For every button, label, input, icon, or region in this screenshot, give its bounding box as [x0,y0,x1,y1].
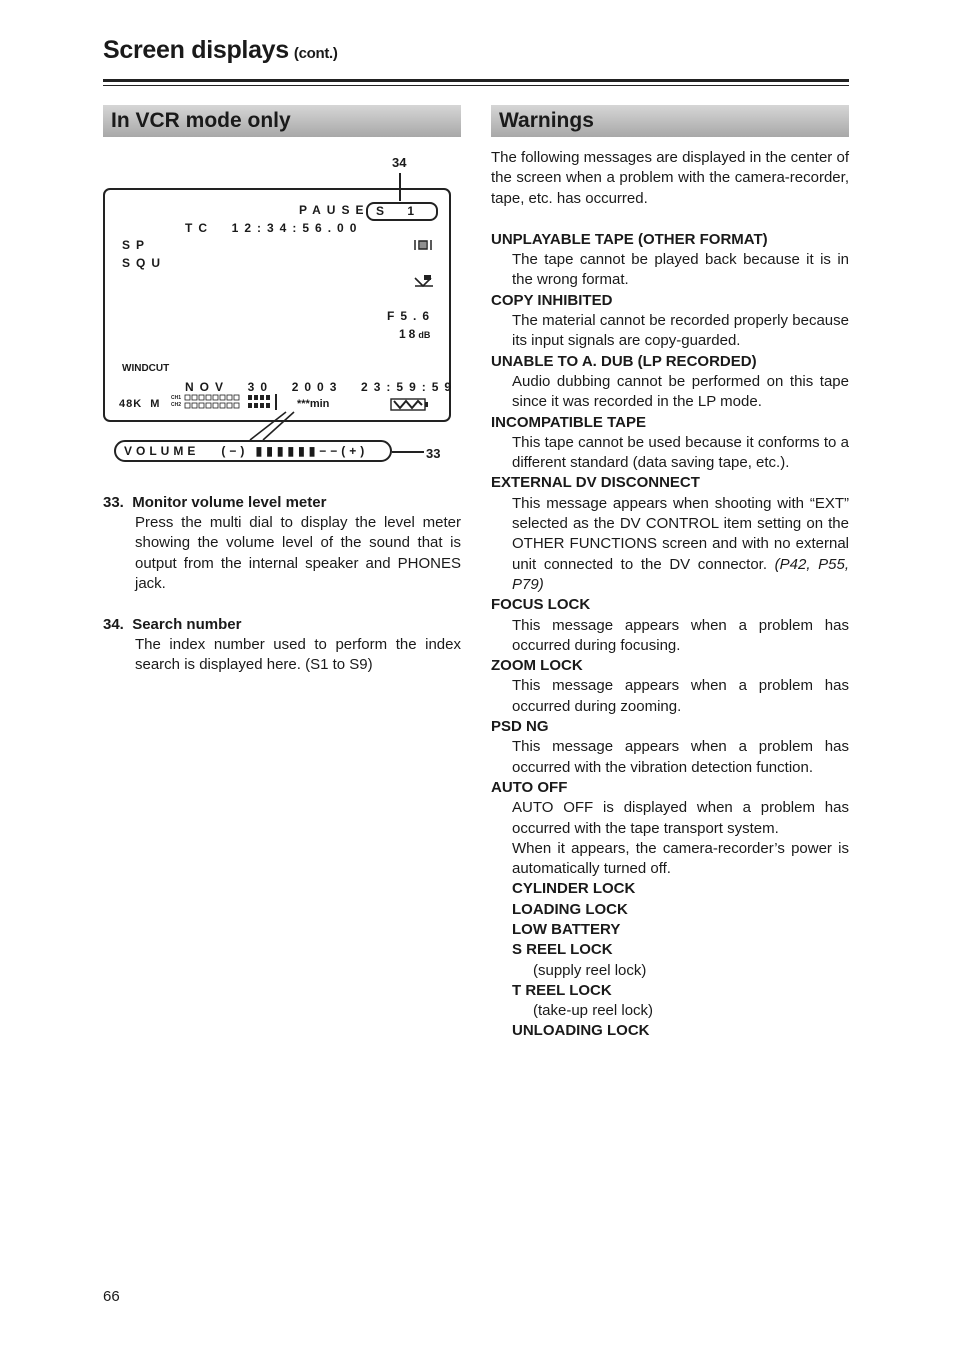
callout-33: 33 [426,446,441,461]
osd-timecode: TC 12:34:56.00 [185,221,363,235]
auto-off-item-note: (supply reel lock) [533,961,647,979]
warning-text-continued: When it appears, the camera-recorder’s power is automatically turned off. [512,839,849,878]
callout-34: 34 [392,155,407,170]
osd-remaining-time: ***min [297,398,330,410]
warning-title: INCOMPATIBLE TAPE [491,413,646,431]
stabilizer-icon [413,238,433,252]
monitor-screen-diagram [103,188,458,422]
white-balance-icon [413,274,435,288]
warning-title: AUTO OFF [491,778,568,796]
warning-text: Audio dubbing cannot be performed on this tape since it was recorded in the LP mode. [512,372,849,411]
osd-windcut: WINDCUT [122,363,170,374]
item-33-number: 33. [103,494,124,511]
osd-ch1: CH1 [171,395,182,401]
item-34-heading [103,615,461,635]
section-heading-vcr-mode: In VCR mode only [103,105,461,137]
item-33-heading [103,493,461,513]
warning-title: UNPLAYABLE TAPE (OTHER FORMAT) [491,230,768,248]
item-33 [103,493,461,594]
item-34 [103,615,461,676]
osd-date-time: NOV 30 2003 23:59:59 [185,380,458,394]
osd-sp: SP [122,238,151,252]
warnings-content [491,148,849,1042]
search-number-box [366,202,438,221]
warning-text-with-ref [491,494,849,595]
auto-off-item: LOW BATTERY [512,920,621,938]
osd-gain-value: 18 [399,327,419,341]
warning-title: COPY INHIBITED [491,291,613,309]
osd-pause: PAUSE [299,203,370,217]
osd-f-number: F5.6 [387,309,436,323]
auto-off-item: LOADING LOCK [512,900,628,918]
page-title-text: Screen displays [103,36,289,64]
spacer [491,209,849,230]
section-heading-warnings: Warnings [491,105,849,137]
osd-search-number: S 1 [376,204,417,218]
osd-volume: VOLUME (−) ▮▮▮▮▮▮−−(+) [124,444,369,458]
page-number: 66 [103,1288,120,1305]
page-title-cont: (cont.) [293,45,338,62]
page-reference: (P42, P55, P79) [512,555,849,593]
audio-level-meter [184,394,280,411]
item-33-title: Monitor volume level meter [132,494,327,511]
warning-text: The material cannot be recorded properly because its input signals are copy-guarded. [512,312,849,350]
warning-text: This message appears when a problem has occurred with the vibration detection function. [512,738,849,776]
osd-squ: SQU [122,256,167,270]
warning-title: ZOOM LOCK [491,657,583,675]
osd-ch2: CH2 [171,402,182,408]
auto-off-item: UNLOADING LOCK [512,1022,650,1040]
auto-off-item: S REEL LOCK [512,941,613,959]
battery-icon [390,398,430,411]
osd-gain [399,327,430,341]
warning-text: This message appears when a problem has occurred during zooming. [512,677,849,715]
auto-off-item: CYLINDER LOCK [512,880,636,898]
item-34-text: The index number used to perform the index search is displayed here. (S1 to S9) [135,636,461,674]
warning-title: EXTERNAL DV DISCONNECT [491,474,700,492]
warning-title: FOCUS LOCK [491,596,591,614]
item-34-title: Search number [132,616,242,633]
warning-text: This message appears when a problem has occurred during focusing. [512,616,849,654]
warning-title: PSD NG [491,718,549,736]
warning-text: This tape cannot be used because it conforms to a different standard (data saving tape, etc.). [512,433,849,472]
warnings-intro: The following messages are displayed in the center of the screen when a problem with the camera-recorder, tape, etc. has occurred. [491,149,849,207]
volume-meter-bar [114,440,392,462]
auto-off-item: T REEL LOCK [512,981,612,999]
warning-text: AUTO OFF is displayed when a problem has occurred with the tape transport system. [512,799,849,837]
item-33-text: Press the multi dial to display the level meter showing the volume level of the sound that is output from the internal speaker and PHONES jack. [135,514,461,592]
warning-title: UNABLE TO A. DUB (LP RECORDED) [491,352,757,370]
warning-text: This message appears when shooting with “EXT” selected as the DV CONTROL item setting on the OTHER FUNCTIONS screen and with no external unit connected to the DV connector. [512,494,849,573]
osd-channel-labels [171,395,181,409]
osd-audio-mode: 48K M [119,398,161,410]
item-34-number: 34. [103,616,124,633]
warning-text: The tape cannot be played back because it is in the wrong format. [512,251,849,289]
auto-off-item-note: (take-up reel lock) [533,1002,654,1020]
osd-gain-unit: dB [418,330,431,340]
